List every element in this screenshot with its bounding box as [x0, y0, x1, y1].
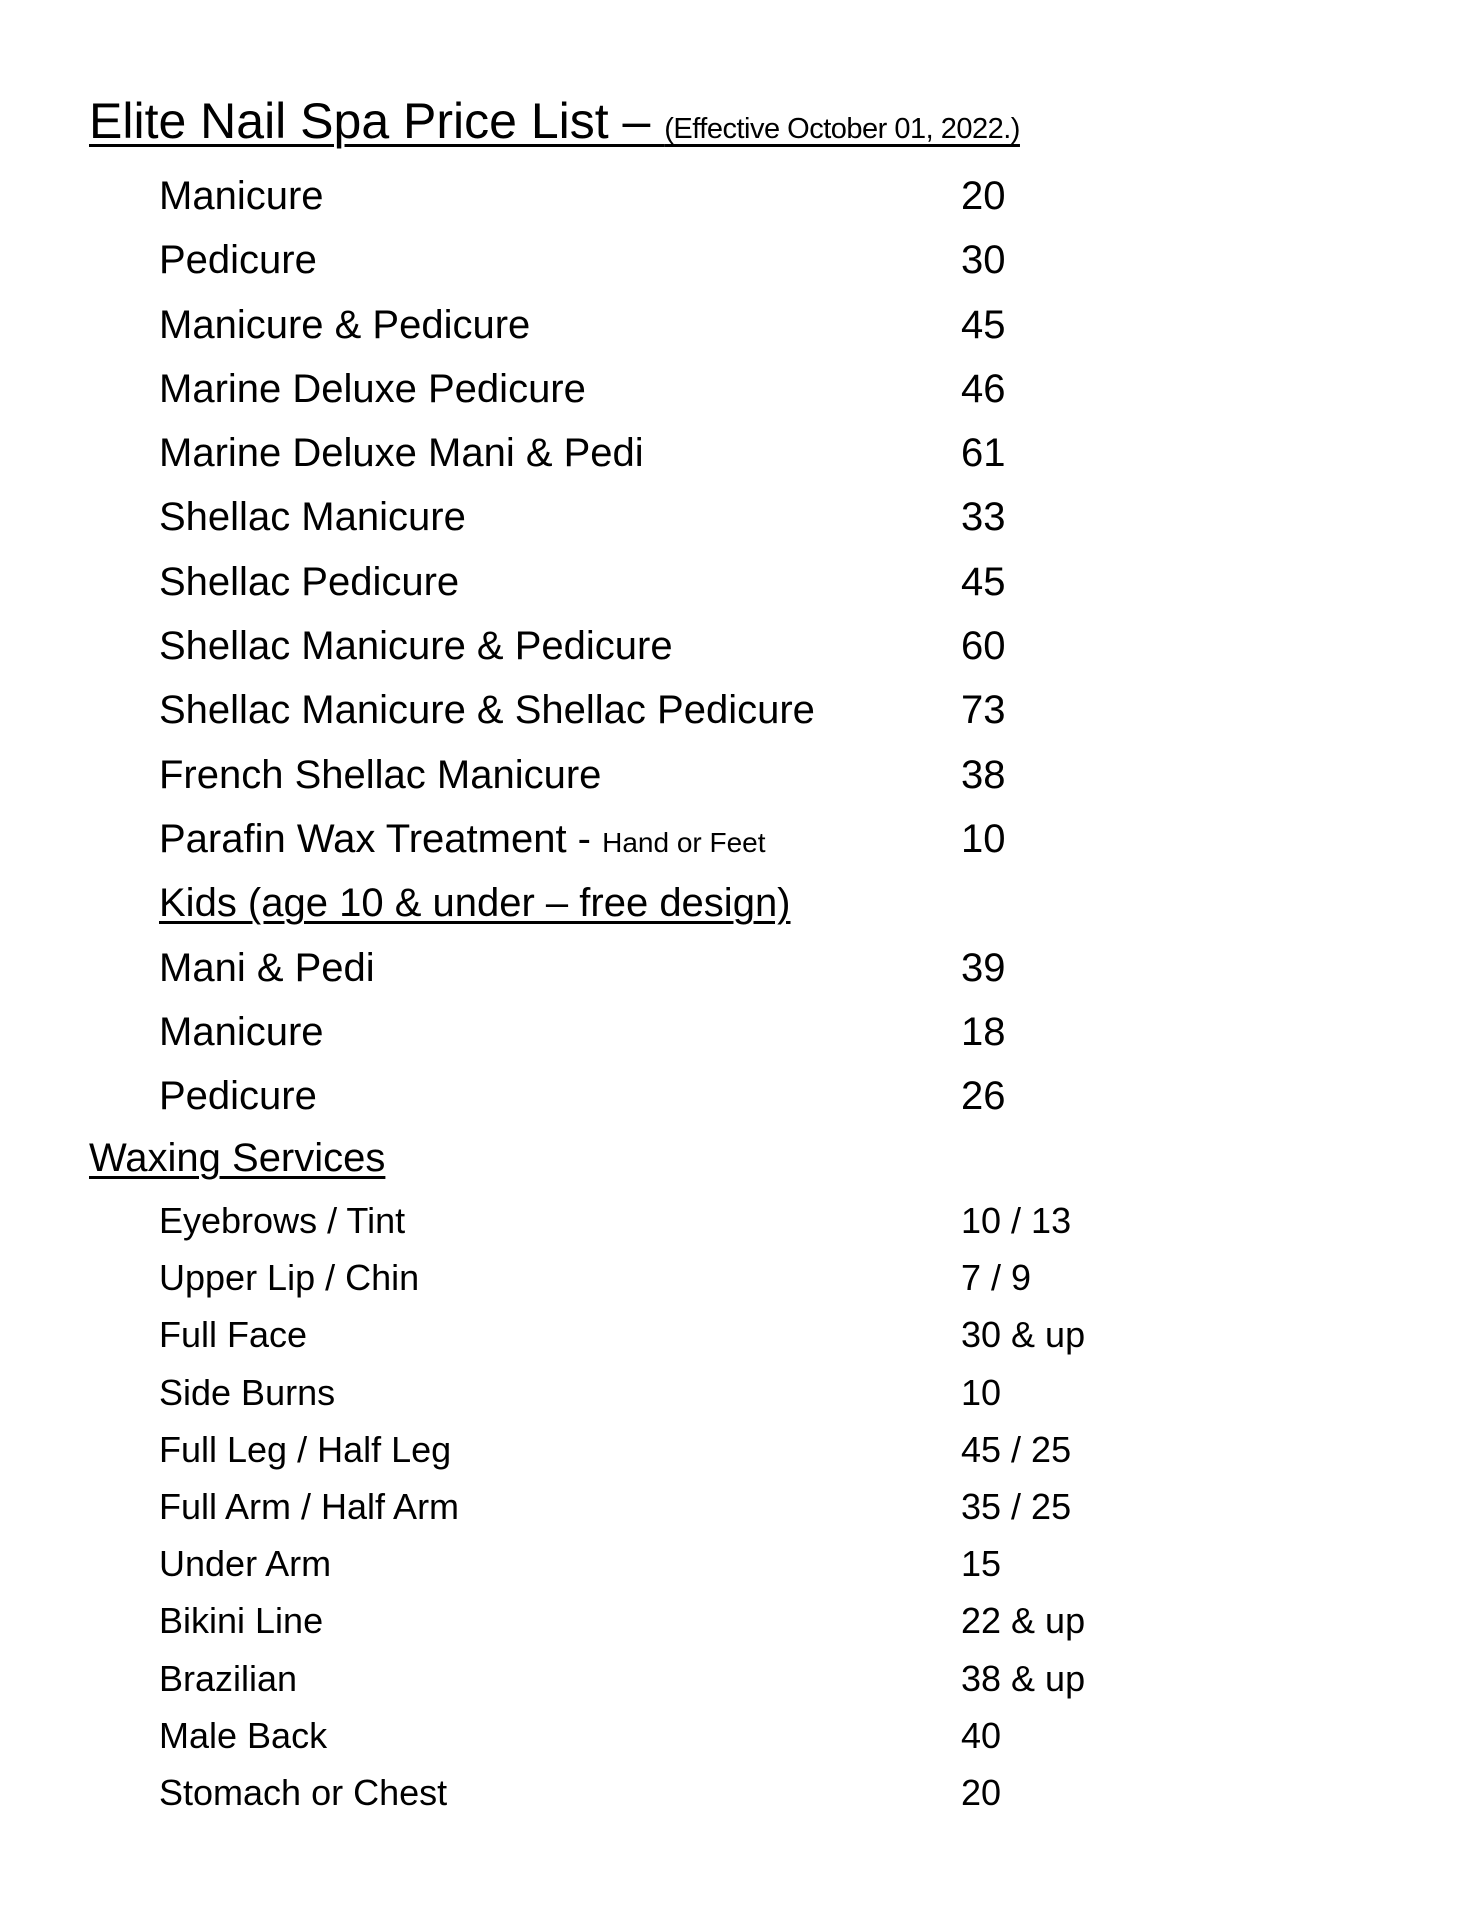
- service-price: 45: [961, 302, 1006, 347]
- service-name: Full Arm / Half Arm: [159, 1485, 460, 1527]
- service-name: Mani & Pedi: [159, 945, 375, 990]
- service-name: Stomach or Chest: [159, 1771, 448, 1813]
- service-name: Pedicure: [159, 1074, 317, 1119]
- list-item: [0, 743, 1484, 807]
- list-item: [0, 1764, 1484, 1821]
- service-price: 26: [961, 1074, 1006, 1119]
- list-item: [0, 164, 1484, 228]
- service-name: Marine Deluxe Mani & Pedi: [159, 431, 644, 476]
- service-price: 38 & up: [961, 1657, 1086, 1699]
- service-name: Manicure & Pedicure: [159, 302, 531, 347]
- service-name: Bikini Line: [159, 1600, 324, 1642]
- list-item: [0, 1535, 1484, 1592]
- list-item: [0, 1306, 1484, 1363]
- kids-heading-row: [0, 871, 1484, 935]
- service-price: 20: [961, 1771, 1002, 1813]
- service-name: Side Burns: [159, 1371, 336, 1413]
- list-item: [0, 1478, 1484, 1535]
- list-item: [0, 1421, 1484, 1478]
- list-item: [0, 1064, 1484, 1128]
- list-item: [0, 1592, 1484, 1649]
- list-item: [0, 936, 1484, 1000]
- list-item: [0, 678, 1484, 742]
- service-name: Pedicure: [159, 238, 317, 283]
- service-name: Manicure: [159, 174, 324, 218]
- service-price: 10 / 13: [961, 1200, 1072, 1241]
- list-item: [0, 807, 1484, 871]
- service-name: Under Arm: [159, 1543, 332, 1585]
- service-name: Male Back: [159, 1714, 328, 1756]
- service-price: 10: [961, 816, 1006, 861]
- service-name: French Shellac Manicure: [159, 752, 602, 797]
- service-name: Marine Deluxe Pedicure: [159, 366, 586, 411]
- list-item: [0, 550, 1484, 614]
- service-name: Upper Lip / Chin: [159, 1257, 420, 1299]
- list-item: [0, 1000, 1484, 1064]
- list-item: [0, 421, 1484, 485]
- service-name: Full Face: [159, 1314, 308, 1356]
- service-name: Shellac Pedicure: [159, 559, 460, 604]
- title-main: Elite Nail Spa Price List –: [89, 93, 665, 149]
- service-name: Shellac Manicure & Shellac Pedicure: [159, 688, 815, 733]
- list-item: [0, 228, 1484, 292]
- service-name: [159, 807, 766, 875]
- service-price: 30: [961, 238, 1006, 283]
- service-price: 22 & up: [961, 1600, 1086, 1642]
- service-price: 46: [961, 366, 1006, 411]
- service-price: 18: [961, 1009, 1006, 1054]
- service-price: 15: [961, 1543, 1002, 1585]
- service-name: Eyebrows / Tint: [159, 1200, 406, 1241]
- service-price: 20: [961, 174, 1006, 218]
- service-price: 30 & up: [961, 1314, 1086, 1356]
- kids-heading: Kids (age 10 & under – free design): [159, 881, 791, 926]
- service-price: 38: [961, 752, 1006, 797]
- service-price: 10: [961, 1371, 1002, 1413]
- list-item: [0, 614, 1484, 678]
- list-item: [0, 1192, 1484, 1249]
- list-item: [0, 357, 1484, 421]
- service-price: 7 / 9: [961, 1257, 1032, 1299]
- nail-services-list: [0, 164, 1484, 1128]
- list-item: [0, 1707, 1484, 1764]
- service-price: 40: [961, 1714, 1002, 1756]
- service-price: 45: [961, 559, 1006, 604]
- service-name: Brazilian: [159, 1657, 298, 1699]
- list-item: [0, 1364, 1484, 1421]
- service-name: Shellac Manicure & Pedicure: [159, 624, 673, 669]
- service-note: Hand or Feet: [602, 826, 766, 858]
- list-item: [0, 1650, 1484, 1707]
- service-price: 33: [961, 495, 1006, 540]
- effective-date: (Effective October 01, 2022.): [664, 113, 1020, 145]
- waxing-services-list: [0, 1192, 1484, 1821]
- service-name-text: Parafin Wax Treatment -: [159, 816, 603, 861]
- list-item: [0, 1249, 1484, 1306]
- service-price: 39: [961, 945, 1006, 990]
- service-name: Full Leg / Half Leg: [159, 1428, 452, 1470]
- service-price: 35 / 25: [961, 1485, 1072, 1527]
- waxing-heading: Waxing Services: [89, 1136, 386, 1180]
- service-price: 61: [961, 431, 1006, 476]
- service-price: 73: [961, 688, 1006, 733]
- service-price: 45 / 25: [961, 1428, 1072, 1470]
- service-name: Manicure: [159, 1009, 324, 1054]
- list-item: [0, 293, 1484, 357]
- page-title: [89, 92, 1020, 150]
- service-price: 60: [961, 624, 1006, 669]
- list-item: [0, 485, 1484, 549]
- service-name: Shellac Manicure: [159, 495, 466, 540]
